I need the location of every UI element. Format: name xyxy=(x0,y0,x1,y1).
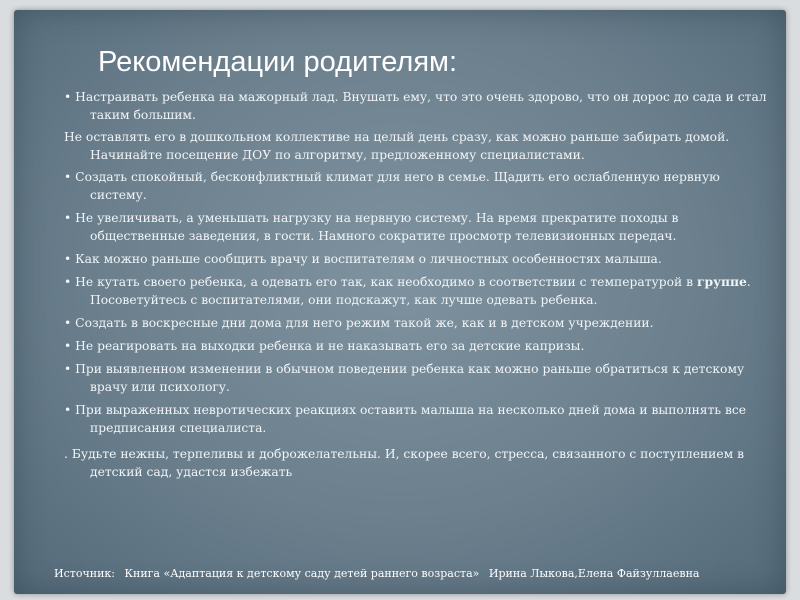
list-item xyxy=(64,273,776,309)
list-item: • Как можно раньше сообщить врачу и воспитателям о личностных особенностях малыша. xyxy=(64,252,662,266)
list-item: . Будьте нежны, терпеливы и доброжелательны. И, скорее всего, стресса, связанного с поступлением в детский сад, удастся избежать xyxy=(64,447,745,479)
recommendations-list xyxy=(64,88,776,486)
source-label: Источник: xyxy=(54,567,115,580)
content-card xyxy=(14,10,786,594)
list-item-text: • Не кутать своего ребенка, а одевать его так, как необходимо в соответствии с температурой в xyxy=(64,275,697,289)
slide-title: Рекомендации родителям: xyxy=(98,46,458,78)
list-item: • Настраивать ребенка на мажорный лад. Внушать ему, что это очень здорово, что он дорос до сада и стал таким большим. xyxy=(64,90,767,122)
source-book: Книга «Адаптация к детскому саду детей раннего возраста» xyxy=(124,567,480,580)
list-item: • Не реагировать на выходки ребенка и не наказывать его за детские капризы. xyxy=(64,339,585,353)
list-item: • При выявленном изменении в обычном поведении ребенка как можно раньше обратиться к детскому врачу или психологу. xyxy=(64,362,745,394)
source-authors: Ирина Лыкова,Елена Файзуллаевна xyxy=(488,567,700,580)
list-item: • Создать в воскресные дни дома для него режим такой же, как и в детском учреждении. xyxy=(64,316,654,330)
emphasis-text: группе xyxy=(696,274,747,289)
list-item: • Не увеличивать, а уменьшать нагрузку на нервную систему. На время прекратите походы в общественные заведения, в гости. Намного сократите просмотр телевизионных передач. xyxy=(64,211,679,243)
list-item: • При выраженных невротических реакциях оставить малыша на несколько дней дома и выполнять все предписания специалиста. xyxy=(64,403,747,435)
source-citation xyxy=(54,567,699,581)
list-item-text: . Посоветуйтесь с воспитателями, они подскажут, как лучше одевать ребенка. xyxy=(90,275,751,307)
list-item: Не оставлять его в дошкольном коллективе на целый день сразу, как можно раньше забирать домой. Начинайте посещение ДОУ по алгоритму, предложенному специалистами. xyxy=(64,130,730,162)
list-item: • Создать спокойный, бесконфликтный климат для него в семье. Щадить его ослабленную нервную систему. xyxy=(64,170,720,202)
